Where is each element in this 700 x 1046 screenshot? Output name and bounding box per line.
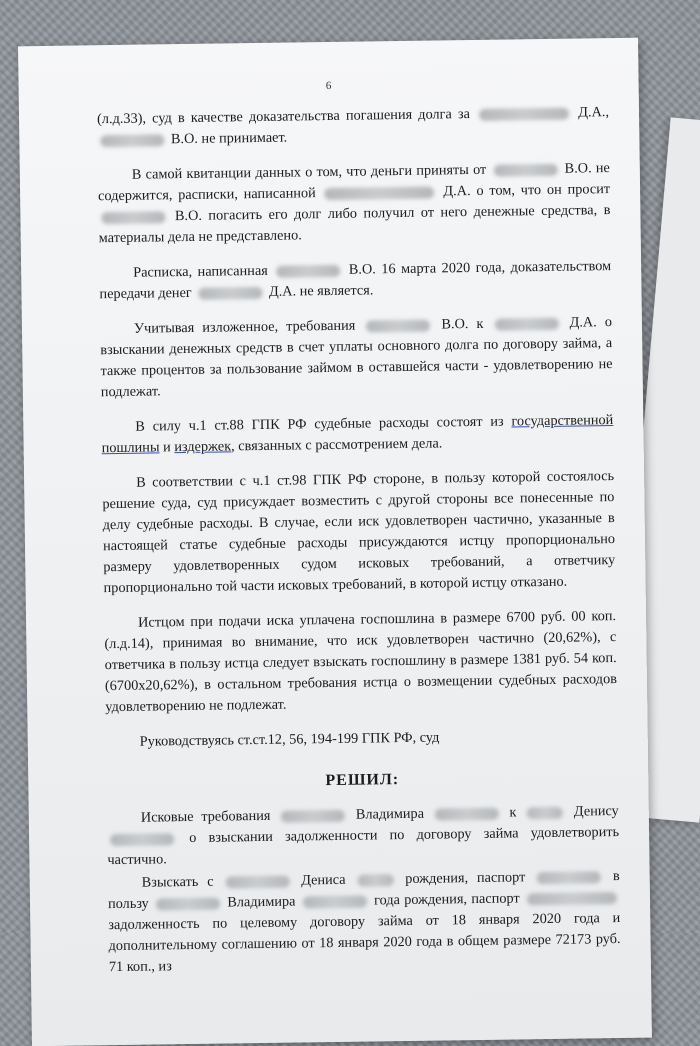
text: , связанных с рассмотрением дела. — [230, 435, 443, 455]
text: рождения, паспорт — [405, 869, 526, 888]
text: Д.А. не является. — [268, 282, 374, 300]
paragraph-7: Истцом при подачи иска уплачена госпошлина в размере 6700 руб. 00 коп. (л.д.14), принимая во внимание, что иск удовлетворен частично (20,62%), с ответчика в пользу истца следует взыскать госпошлину в размере 1381 руб. 54 коп. (6700х20,62%), в остальном требования истца о возмещении судебных расходов удовлетворению не подлежат. — [104, 608, 618, 716]
text: Д.А., — [578, 104, 610, 121]
redacted-name — [494, 318, 558, 331]
paragraph-3 — [99, 256, 612, 305]
text: Учитывая изложенное, требования — [133, 317, 356, 337]
redacted-name — [281, 810, 345, 823]
text: Дениса — [301, 871, 346, 889]
paragraph-1 — [97, 102, 610, 151]
redacted-name — [325, 186, 435, 200]
paragraph-5 — [101, 410, 614, 459]
redacted-passport — [527, 892, 617, 905]
paragraph-4 — [100, 312, 613, 403]
paragraph-8: Руководствуясь ст.ст.12, 56, 194-199 ГПК РФ, суд — [139, 729, 440, 750]
text: Денису — [573, 803, 619, 820]
redacted-name — [198, 287, 262, 300]
paragraph-2 — [98, 158, 611, 249]
text: В.О. не принимает. — [170, 129, 288, 148]
text: (л.д.33), суд в качестве доказательства погашения долга за — [96, 106, 471, 128]
text: задолженность по целевому договору займа от 18 января 2020 года и дополнительному соглашению от 18 января 2020 года в общем размере 72173 руб. 71 коп., из — [108, 910, 621, 976]
redacted-passport — [537, 871, 601, 884]
document-body — [97, 102, 621, 992]
text: В.О. к — [441, 315, 484, 333]
text: Расписка, написанная — [133, 262, 268, 281]
redacted-name — [100, 134, 164, 147]
text: и — [162, 439, 171, 456]
redacted-name — [527, 807, 563, 820]
text: В самой квитанции данных о том, что деньги приняты от — [131, 161, 487, 183]
redacted-date — [357, 874, 393, 887]
text: Владимира — [227, 893, 296, 911]
text: Д.А. о взыскании денежных средств в счет уплаты основного долга по договору займа, а также процентов за пользование займом в оставшейся части - удовлетворению не подлежат. — [100, 314, 613, 401]
paragraph-6: В соответствии с ч.1 ст.98 ГПК РФ стороне, в пользу которой состоялось решение суда, суд присуждает возместить с другой стороны все понесенные по делу судебные расходы. В случае, если иск удовлетворен частично, указанные в настоящей статье судебные расходы присуждаются истцу пропорционально размеру удовлетворенных судом исковых требований, а ответчику пропорционально той части исковых требований, в которой истцу отказано. — [102, 468, 616, 597]
text: В.О. погасить его долг либо получил от него денежные средства, в материалы дела не представлено. — [98, 202, 611, 247]
redacted-name — [366, 319, 430, 332]
page-number: 6 — [325, 79, 332, 93]
text: Исковые требования — [140, 807, 271, 826]
text: года рождения, паспорт — [373, 890, 520, 909]
paragraph-10 — [108, 866, 621, 978]
redacted-name — [225, 875, 289, 888]
redacted-name — [276, 265, 340, 278]
text: к — [509, 804, 517, 821]
decision-heading: РЕШИЛ: — [325, 771, 400, 790]
redacted-name — [156, 897, 220, 910]
text: В.О. 16 марта 2020 года, доказательством передачи денег — [99, 258, 612, 303]
redacted-name — [493, 164, 557, 177]
text: В.О. не содержится, расписки, написанной — [98, 160, 610, 205]
text: Владимира — [355, 805, 425, 823]
redacted-name — [110, 833, 174, 846]
text: о взыскании задолженности по договору займа удовлетворить частично. — [107, 824, 620, 869]
redacted-date — [303, 895, 367, 908]
link-state-duty[interactable]: государственной пошлины — [101, 412, 614, 457]
redacted-name — [101, 211, 165, 224]
paragraph-9 — [107, 801, 620, 871]
text: в пользу — [107, 868, 620, 913]
document-page — [18, 38, 652, 1046]
text: Взыскать с — [141, 873, 214, 891]
redacted-name — [479, 107, 569, 120]
text: В силу ч.1 ст.88 ГПК РФ судебные расходы состоят из — [135, 413, 504, 435]
redacted-name — [435, 807, 499, 820]
text: Д.А. о том, что он просит — [443, 181, 611, 200]
link-costs[interactable]: издержек — [174, 438, 232, 456]
